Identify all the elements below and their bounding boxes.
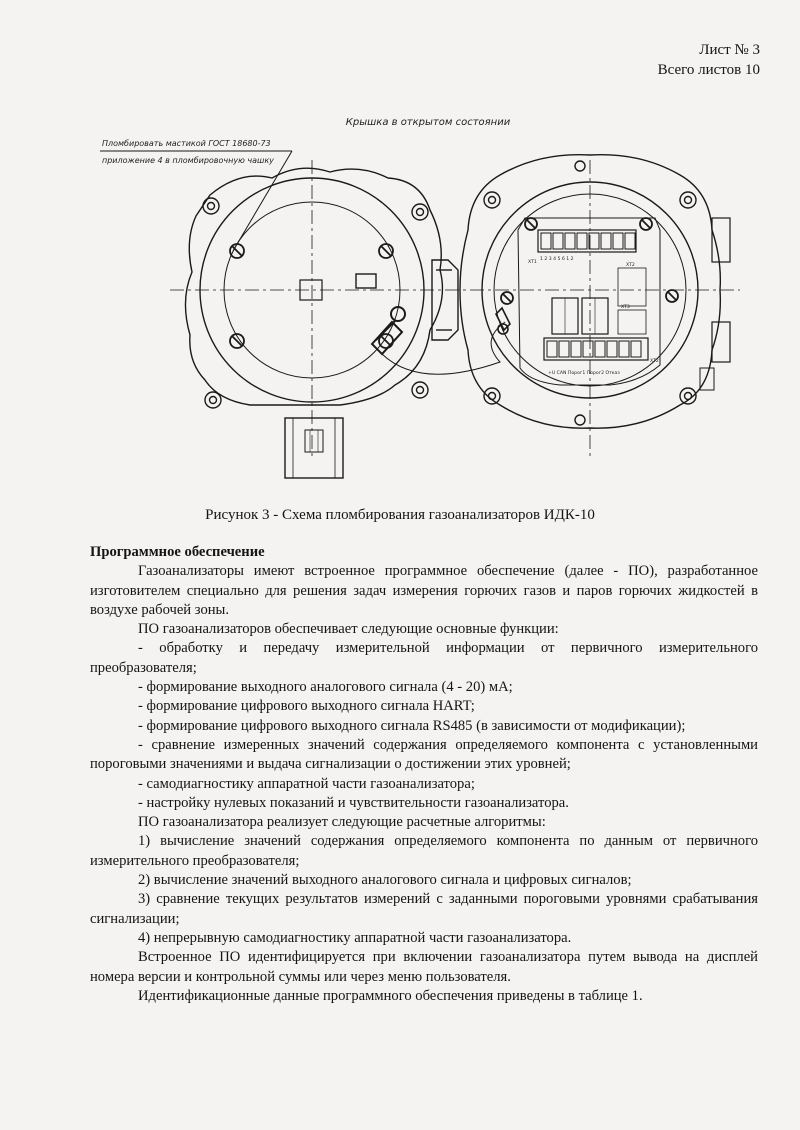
software-section (90, 543, 758, 1006)
terminal-numbers-top: 1 2 3 4 5 6 1 2 (540, 257, 574, 262)
algorithm-item: 2) вычисление значений выходного аналогового сигнала и цифровых сигналов; (138, 872, 632, 889)
function-item: - самодиагностику аппаратной части газоанализатора; (138, 775, 475, 792)
function-item: - формирование цифрового выходного сигнала RS485 (в зависимости от модификации); (138, 717, 686, 734)
algorithm-item: 4) непрерывную самодиагностику аппаратной части газоанализатора. (138, 929, 572, 946)
terminal-xt2b-label: XT2 (626, 263, 635, 268)
algorithm-item: 3) сравнение текущих результатов измерений с заданными пороговыми уровнями срабатывания сигнализации; (90, 891, 758, 927)
function-item: - формирование выходного аналогового сигнала (4 - 20) мА; (138, 679, 513, 696)
terminal-xt1-label: XT1 (528, 260, 537, 265)
drawing-title: Крышка в открытом состоянии (345, 117, 511, 128)
terminal-xt3-label: XT3 (621, 305, 630, 310)
paragraph: ПО газоанализатора реализует следующие расчетные алгоритмы: (138, 814, 546, 831)
seal-diagram-svg (0, 100, 800, 500)
seal-diagram (0, 100, 800, 500)
paragraph: ПО газоанализаторов обеспечивает следующие основные функции: (138, 621, 559, 638)
paragraph: Встроенное ПО идентифицируется при включении газоанализатора путем вывода на дисплей номера версии и контрольной суммы или через меню пользователя. (90, 949, 758, 985)
sheet-number: Лист № 3 (699, 42, 760, 58)
function-item: - формирование цифрового выходного сигнала HART; (138, 698, 475, 715)
function-item: - сравнение измеренных значений содержания определяемого компонента с установленными пороговыми значениями и выдача сигнализации о достижении этих уровней; (90, 736, 758, 773)
seal-note-line1: Пломбировать мастикой ГОСТ 18680-73 (102, 139, 271, 148)
function-item: - обработку и передачу измерительной информации от первичного измерительного преобразователя; (90, 640, 758, 676)
terminal-xt2-label: XT2 (650, 359, 659, 364)
paragraph: Идентификационные данные программного обеспечения приведены в таблице 1. (138, 987, 643, 1004)
terminal-labels-bottom: +U CAN Порог1 Порог2 Отказ (548, 371, 620, 376)
seal-note-line2: приложение 4 в пломбировочную чашку (102, 156, 274, 165)
page-header (658, 40, 760, 80)
paragraph: Газоанализаторы имеют встроенное программное обеспечение (далее - ПО), разработанное изготовителем специально для решения задач измерения горючих газов и паров горючих жидкостей в воздухе рабочей зоны. (90, 563, 758, 618)
figure-caption: Рисунок 3 - Схема пломбирования газоанализаторов ИДК-10 (205, 507, 595, 523)
section-title: Программное обеспечение (90, 544, 265, 560)
total-sheets: Всего листов 10 (657, 62, 760, 78)
function-item: - настройку нулевых показаний и чувствительности газоанализатора. (138, 794, 569, 811)
algorithm-item: 1) вычисление значений содержания определяемого компонента по данным от первичного измерительного преобразователя; (90, 833, 758, 869)
